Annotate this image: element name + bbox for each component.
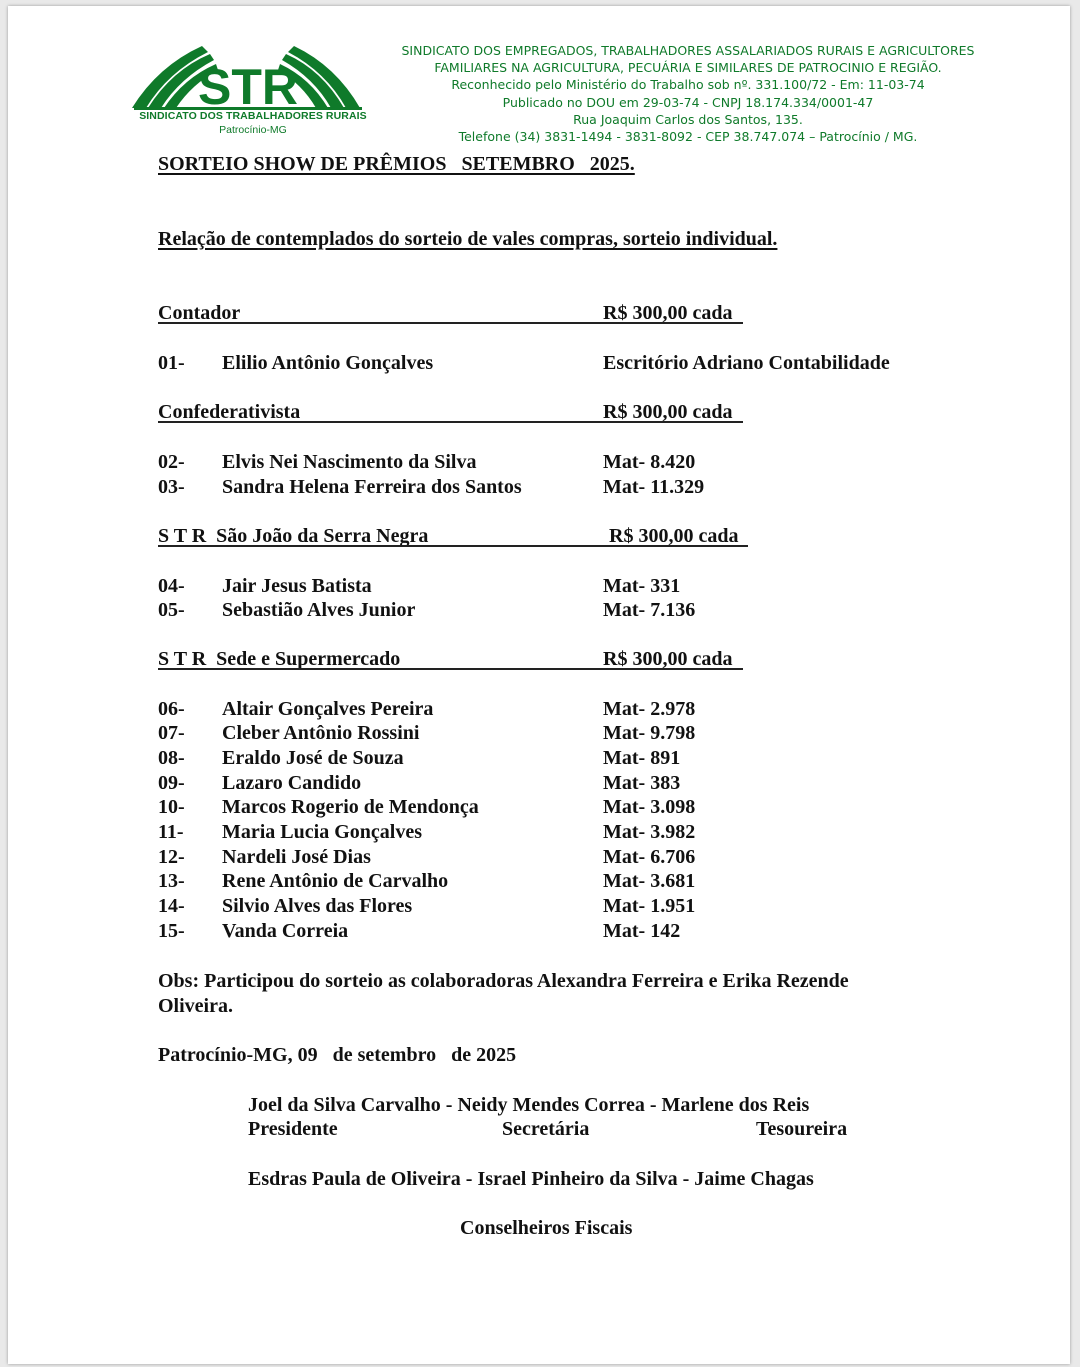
letterhead-line-4: Publicado no DOU em 29-03-74 - CNPJ 18.174.334/0001-47 (502, 94, 874, 110)
section-heading-sao-joao: S T R São João da Serra Negra (158, 525, 429, 547)
entry-name: Elvis Nei Nascimento da Silva (222, 451, 477, 473)
str-logo (128, 44, 373, 139)
entry-info: Mat- 8.420 (603, 451, 696, 473)
role-president: Presidente (248, 1118, 338, 1140)
section-heading-sede: S T R Sede e Supermercado (158, 648, 401, 670)
entry-name: Elilio Antônio Gonçalves (222, 352, 434, 374)
role-secretary: Secretária (502, 1118, 590, 1140)
document-subtitle: Relação de contemplados do sorteio de vales compras, sorteio individual. (158, 228, 778, 250)
entry-info: Mat- 7.136 (603, 599, 696, 621)
letterhead-line-5: Rua Joaquim Carlos dos Santos, 135. (573, 111, 803, 127)
entry-number: 09- (158, 772, 185, 794)
section-underline (158, 421, 743, 423)
letterhead-line-2: FAMILIARES NA AGRICULTURA, PECUÁRIA E SIMILARES DE PATROCINIO E REGIÃO. (434, 60, 942, 76)
council-title: Conselheiros Fiscais (460, 1217, 633, 1239)
section-heading-confederativista: Confederativista (158, 401, 301, 423)
entry-info: Mat- 6.706 (603, 846, 696, 868)
document-title: SORTEIO SHOW DE PRÊMIOS SETEMBRO 2025. (158, 153, 635, 175)
board-names: Joel da Silva Carvalho - Neidy Mendes Correa - Marlene dos Reis (248, 1094, 810, 1116)
entry-info: Escritório Adriano Contabilidade (603, 352, 890, 374)
entry-number: 05- (158, 599, 185, 621)
entry-info: Mat- 383 (603, 772, 681, 794)
entry-number: 10- (158, 796, 185, 818)
entry-name: Marcos Rogerio de Mendonça (222, 796, 479, 818)
logo-org-name: SINDICATO DOS TRABALHADORES RURAIS (139, 110, 367, 122)
entry-name: Vanda Correia (222, 920, 349, 942)
letterhead-line-3: Reconhecido pelo Ministério do Trabalho sob nº. 331.100/72 - Em: 11-03-74 (451, 77, 925, 93)
entry-number: 04- (158, 575, 185, 597)
entry-info: Mat- 11.329 (603, 476, 705, 498)
entry-name: Sandra Helena Ferreira dos Santos (222, 476, 522, 498)
entry-name: Cleber Antônio Rossini (222, 722, 420, 744)
section-underline (158, 545, 748, 547)
observation-line-1: Obs: Participou do sorteio as colaboradoras Alexandra Ferreira e Erika Rezende (158, 970, 849, 992)
entry-name: Rene Antônio de Carvalho (222, 870, 449, 892)
entry-info: Mat- 1.951 (603, 895, 696, 917)
entry-name: Altair Gonçalves Pereira (222, 698, 434, 720)
entry-info: Mat- 142 (603, 920, 681, 942)
logo-str-text: STR (198, 59, 298, 114)
entry-info: Mat- 3.982 (603, 821, 696, 843)
entry-info: Mat- 3.681 (603, 870, 696, 892)
entry-number: 15- (158, 920, 185, 942)
entry-number: 13- (158, 870, 185, 892)
document-page (8, 6, 1070, 1364)
entry-name: Jair Jesus Batista (222, 575, 372, 597)
section-amount-contador: R$ 300,00 cada (603, 302, 733, 324)
section-underline (158, 668, 743, 670)
role-treasurer: Tesoureira (756, 1118, 848, 1140)
entry-number: 14- (158, 895, 185, 917)
wheat-logo-icon (128, 44, 373, 114)
section-underline (158, 322, 743, 324)
entry-number: 11- (158, 821, 184, 843)
date-line: Patrocínio-MG, 09 de setembro de 2025 (158, 1044, 517, 1066)
entry-name: Silvio Alves das Flores (222, 895, 413, 917)
section-amount-sao-joao: R$ 300,00 cada (609, 525, 739, 547)
entry-name: Maria Lucia Gonçalves (222, 821, 422, 843)
entry-number: 06- (158, 698, 185, 720)
entry-info: Mat- 3.098 (603, 796, 696, 818)
logo-city: Patrocínio-MG (219, 124, 287, 136)
entry-number: 01- (158, 352, 185, 374)
entry-number: 02- (158, 451, 185, 473)
council-names: Esdras Paula de Oliveira - Israel Pinheiro da Silva - Jaime Chagas (248, 1168, 814, 1190)
entry-name: Lazaro Candido (222, 772, 362, 794)
entry-number: 03- (158, 476, 185, 498)
entry-name: Sebastião Alves Junior (222, 599, 416, 621)
section-heading-contador: Contador (158, 302, 241, 324)
entry-name: Nardeli José Dias (222, 846, 371, 868)
letterhead-line-6: Telefone (34) 3831-1494 - 3831-8092 - CEP 38.747.074 – Patrocínio / MG. (458, 129, 918, 145)
entry-name: Eraldo José de Souza (222, 747, 404, 769)
entry-number: 12- (158, 846, 185, 868)
section-amount-sede: R$ 300,00 cada (603, 648, 733, 670)
entry-info: Mat- 9.798 (603, 722, 696, 744)
letterhead-line-1: SINDICATO DOS EMPREGADOS, TRABALHADORES ASSALARIADOS RURAIS E AGRICULTORES (401, 43, 975, 58)
letterhead (378, 42, 998, 145)
entry-number: 07- (158, 722, 185, 744)
observation-line-2: Oliveira. (158, 995, 233, 1017)
entry-info: Mat- 891 (603, 747, 681, 769)
entry-info: Mat- 331 (603, 575, 681, 597)
section-amount-confederativista: R$ 300,00 cada (603, 401, 733, 423)
entry-info: Mat- 2.978 (603, 698, 696, 720)
entry-number: 08- (158, 747, 185, 769)
